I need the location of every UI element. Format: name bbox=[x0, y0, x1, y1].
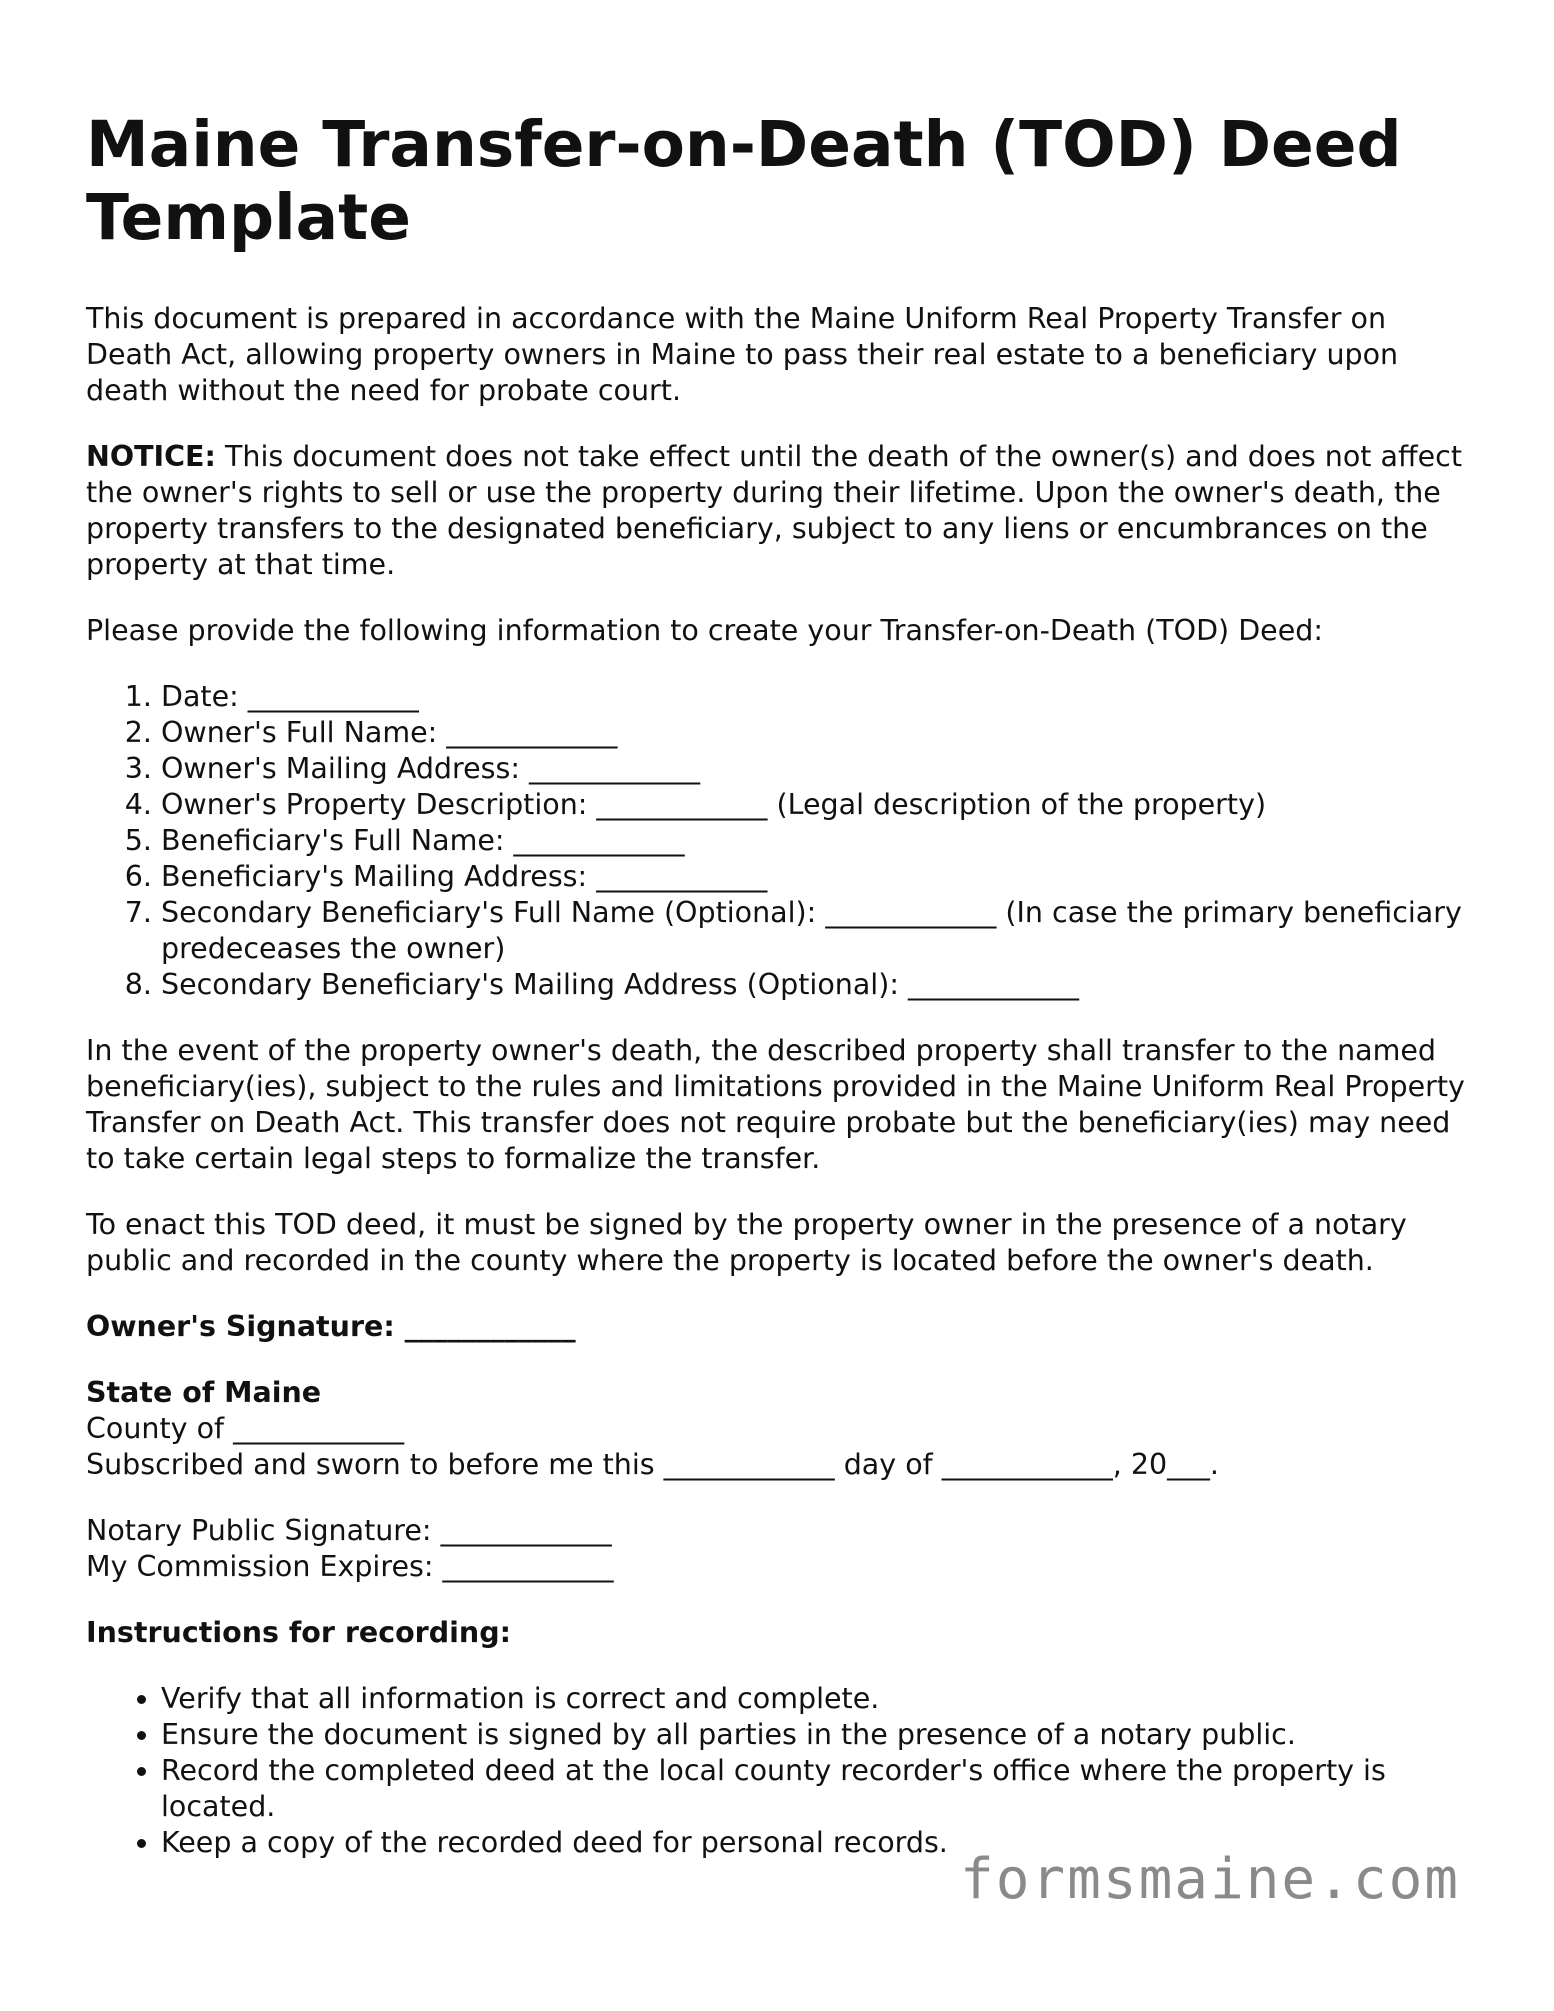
list-item: 8. Secondary Beneficiary's Mailing Address (Optional): ____________ bbox=[161, 967, 1476, 1003]
notary-signature-block bbox=[86, 1513, 1476, 1585]
notice-paragraph bbox=[86, 439, 1476, 583]
notary-block bbox=[86, 1375, 1476, 1483]
list-item: • Ensure the document is signed by all parties in the presence of a notary public. bbox=[161, 1717, 1476, 1753]
instructions-heading: Instructions for recording: bbox=[86, 1616, 511, 1649]
list-item: • Keep a copy of the recorded deed for personal records. bbox=[161, 1825, 1476, 1861]
event-paragraph: In the event of the property owner's death, the described property shall transfer to the named beneficiary(ies), subject to the rules and limitations provided in the Maine Uniform Real Property Transfer on Death Act. This transfer does not require probate but the beneficiary(ies) may need to take certain legal steps to formalize the transfer. bbox=[86, 1034, 1465, 1175]
document-title: Maine Transfer-on-Death (TOD) Deed Template bbox=[86, 108, 1402, 254]
enact-paragraph: To enact this TOD deed, it must be signed by the property owner in the presence of a notary public and recorded in the county where the property is located before the owner's death. bbox=[86, 1208, 1407, 1277]
sworn-line: Subscribed and sworn to before me this ____________ day of ____________, 20___. bbox=[86, 1448, 1219, 1481]
state-heading: State of Maine bbox=[86, 1376, 322, 1409]
list-item: 3. Owner's Mailing Address: ____________ bbox=[161, 751, 1476, 787]
county-line: County of ____________ bbox=[86, 1412, 405, 1445]
intro-paragraph: This document is prepared in accordance with the Maine Uniform Real Property Transfer on Death Act, allowing property owners in Maine to pass their real estate to a beneficiary upon death without the need for probate court. bbox=[86, 302, 1399, 407]
list-item: 4. Owner's Property Description: ____________ (Legal description of the property) bbox=[161, 787, 1476, 823]
commission-expires-line: My Commission Expires: ____________ bbox=[86, 1550, 614, 1583]
instructions-list bbox=[86, 1681, 1476, 1861]
notice-text: This document does not take effect until the death of the owner(s) and does not affect the owner's rights to sell or use the property during their lifetime. Upon the owner's death, the property transfers to the designated beneficiary, subject to any liens or encumbrances on the property at that time. bbox=[86, 440, 1462, 581]
document-page bbox=[86, 108, 1476, 1891]
list-item: • Record the completed deed at the local county recorder's office where the property is located. bbox=[161, 1753, 1476, 1825]
prompt-paragraph: Please provide the following information to create your Transfer-on-Death (TOD) Deed: bbox=[86, 614, 1323, 647]
list-item: • Verify that all information is correct and complete. bbox=[161, 1681, 1476, 1717]
watermark: formsmaine.com bbox=[960, 1847, 1461, 1912]
list-item: 6. Beneficiary's Mailing Address: ____________ bbox=[161, 859, 1476, 895]
notice-label: NOTICE: bbox=[86, 440, 216, 473]
notary-signature-line: Notary Public Signature: ____________ bbox=[86, 1514, 612, 1547]
list-item: 2. Owner's Full Name: ____________ bbox=[161, 715, 1476, 751]
information-fields-list bbox=[86, 679, 1476, 1003]
owner-signature-line: Owner's Signature: ____________ bbox=[86, 1310, 576, 1343]
list-item: 7. Secondary Beneficiary's Full Name (Optional): ____________ (In case the primary beneficiary predeceases the owner) bbox=[161, 895, 1476, 967]
list-item: 5. Beneficiary's Full Name: ____________ bbox=[161, 823, 1476, 859]
list-item: 1. Date: ____________ bbox=[161, 679, 1476, 715]
